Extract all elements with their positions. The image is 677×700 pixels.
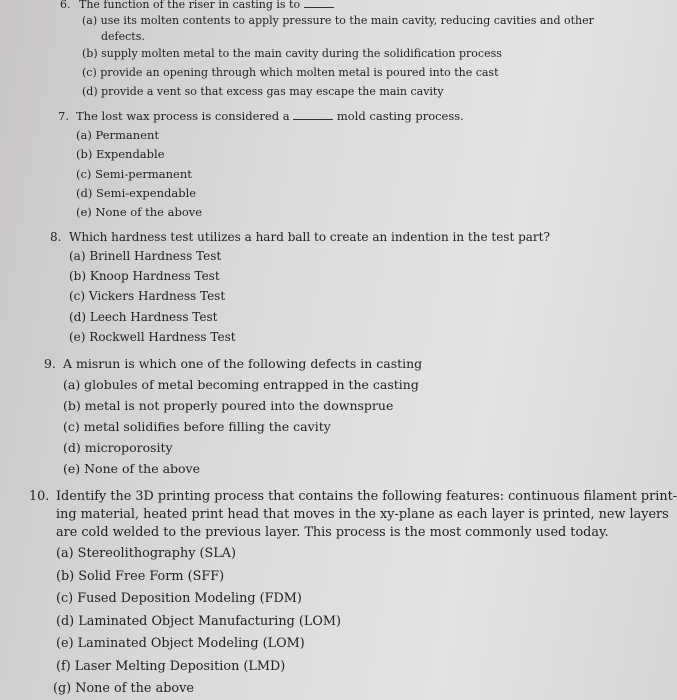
- option-d: (d) Semi-expendable: [76, 186, 197, 200]
- option-e: (e) Laminated Object Modeling (LOM): [56, 636, 305, 651]
- option-f: (f) Laser Melting Deposition (LMD): [56, 659, 286, 674]
- question-stem-line-3: are cold welded to the previous layer. This process is the most commonly used today.: [56, 525, 609, 540]
- option-a: (a) Stereolithography (SLA): [56, 546, 236, 561]
- option-a: (a) Permanent: [76, 128, 160, 142]
- question-stem: The function of the riser in casting is to: [79, 0, 334, 11]
- option-d: (d) Laminated Object Manufacturing (LOM): [56, 614, 341, 629]
- question-number: 6.: [60, 0, 71, 11]
- option-b: (b) Knoop Hardness Test: [69, 269, 220, 283]
- option-c: (c) Fused Deposition Modeling (FDM): [56, 591, 302, 606]
- answer-blank: [293, 119, 333, 120]
- option-a: (a) globules of metal becoming entrapped in the casting: [63, 377, 419, 392]
- question-stem-line-2: ing material, heated print head that moves in the xy-plane as each layer is printed, new layers: [56, 507, 669, 522]
- option-a-continued: defects.: [101, 30, 145, 43]
- option-c: (c) Semi-permanent: [76, 167, 192, 181]
- option-b: (b) supply molten metal to the main cavity during the solidification process: [82, 47, 502, 60]
- option-a: (a) use its molten contents to apply pressure to the main cavity, reducing cavities and other: [82, 14, 594, 27]
- option-d: (d) provide a vent so that excess gas may escape the main cavity: [82, 85, 444, 98]
- option-e: (e) None of the above: [76, 205, 203, 219]
- question-number: 8.: [50, 230, 62, 244]
- question-number: 7.: [58, 109, 69, 123]
- question-stem: The lost wax process is considered a mold casting process.: [76, 109, 464, 123]
- option-e: (e) None of the above: [63, 461, 201, 476]
- option-d: (d) Leech Hardness Test: [69, 310, 218, 324]
- option-b: (b) metal is not properly poured into the downsprue: [63, 398, 394, 413]
- option-e: (e) Rockwell Hardness Test: [69, 330, 236, 344]
- question-number: 9.: [44, 356, 56, 371]
- option-d: (d) microporosity: [63, 440, 173, 455]
- question-stem-line-1: Identify the 3D printing process that contains the following features: continuous filament print-: [56, 489, 677, 504]
- question-stem: A misrun is which one of the following defects in casting: [63, 356, 423, 371]
- option-b: (b) Solid Free Form (SFF): [56, 569, 225, 584]
- option-c: (c) provide an opening through which molten metal is poured into the cast: [82, 66, 499, 79]
- option-c: (c) Vickers Hardness Test: [69, 289, 226, 303]
- answer-blank: [304, 7, 334, 8]
- option-a: (a) Brinell Hardness Test: [69, 249, 222, 263]
- option-b: (b) Expendable: [76, 147, 165, 161]
- option-g: (g) None of the above: [53, 681, 194, 696]
- option-c: (c) metal solidifies before filling the cavity: [63, 419, 331, 434]
- question-stem: Which hardness test utilizes a hard ball to create an indention in the test part?: [69, 230, 550, 244]
- question-number: 10.: [29, 489, 50, 504]
